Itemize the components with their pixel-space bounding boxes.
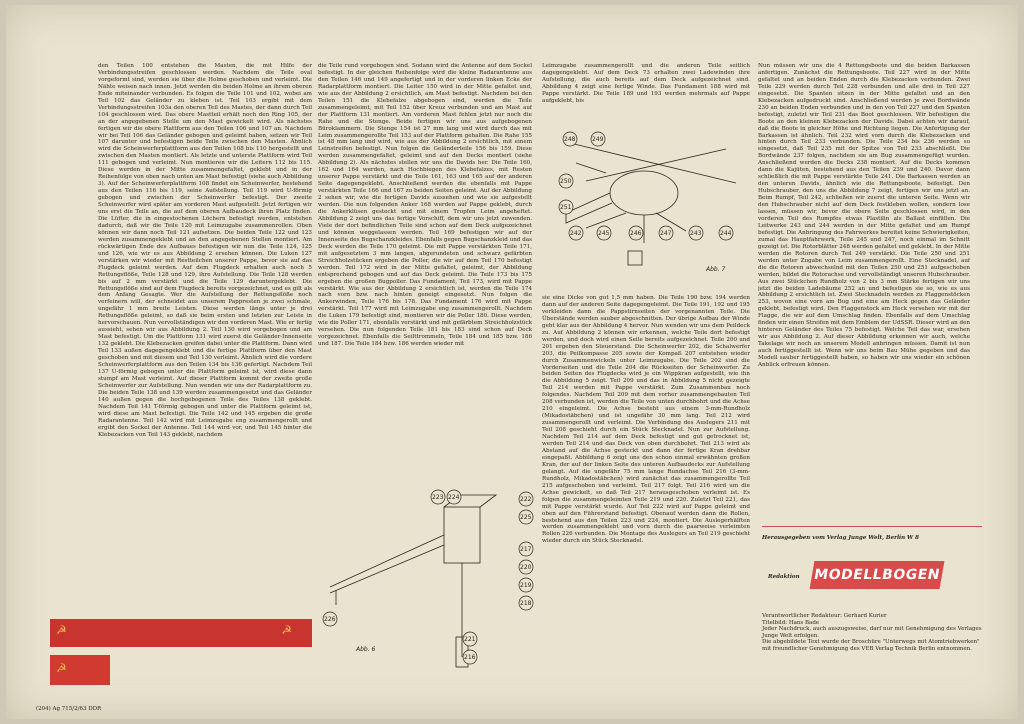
abb6-part-217: 217 (520, 546, 532, 553)
abb7-part-246: 246 (630, 230, 642, 237)
abb6-part-221: 221 (464, 636, 476, 643)
hammer-sickle-icon: ☭ (56, 623, 67, 637)
modellbogen-logo: MODELLBOGEN (810, 561, 945, 589)
abb7-part-244: 244 (720, 230, 732, 237)
abb7-part-245: 245 (598, 230, 610, 237)
page-sheet (6, 5, 1018, 719)
abb7-part-249: 249 (592, 136, 604, 143)
divider (762, 526, 982, 527)
abb7-part-251: 251 (560, 204, 572, 211)
rotor-blade (570, 143, 736, 183)
crane-cab (444, 507, 480, 563)
text-column-1: den Teilen 100 entstehen die Masten, die mit Hilfe der Verbindungsstreifen geschlossen werden. Nachdem die Teile oval vorgeformt sind, werden sie über die Holme geschoben und verleimt. Die Nähte weisen nach innen. Jetzt werden die beiden Holme an ihrem oberen Ende miteinander verbunden. Es folgen die Teile 101 und 102, wobei am Teil 102 das Geländer zu kleben ist. Teil 103 ergibt mit dem Verbindungsstreifen 103a den oberen Teil des Mastes, der dann durch Teil 104 geschlossen wird. Das obere Mastteil erhält noch den Ring 105, der an der angegebenen Stelle um den Mast gewickelt wird. Als nächstes fertigen wir die obere Plattform aus den Teilen 106 und 107 an. Nachdem wir bei Teil 106 das Geländer gebogen und geleimt haben, setzen wir Teil 107 darunter und befestigen beide Teile zwischen den Masten. Ähnlich wird die Scheinwerferplattform aus den Teilen 108 bis 110 hergestellt und zwischen den Masten montiert. Als letzte und unterste Plattform wird Teil 111 gebogen und verleimt. Nun montieren wir die Leitern 112 bis 115. Diese werden in der Mitte zusammengefaltet, geklebt und in der Reihenfolge von oben nach unten am Mast befestigt (siehe auch Abbildung 3). Auf der Scheinwerferplattform 108 findet ein Scheinwerfer, bestehend aus den Teilen 116 bis 119, seine Aufstellung. Teil 119 wird U-förmig gebogen und zwischen der Scheinwerfer befestigt. Der zweite Scheinwerfer wird später am vorderen Mast aufgestellt. Jetzt fertigen wir uns erst die Teile an, die auf dem oberen Aufbaudeck ihren Platz finden. Die Lüfter, die in eingestochenen Löchern befestigt werden, entstehen dadurch, daß wir die Teile 120 mit Leimzugabe zusammenrollen. Oben können wir dann noch Teil 121 aufsetzen. Die beiden Teile 122 und 123 werden zusammengeklebt und an den angegebenen Stellen montiert. Am rückwärtigen Ende des Aufbaues befestigen wir nun die Teile 124, 125 und 126, wie wir es aus Abbildung 2 ersehen können. Die Luken 127 verstärken wir wieder mit Restteilchen unserer Pappe, bevor sie auf das Flugdeck geleimt werden. Auf dem Flugdeck erhalten auch noch 5 Rettungsflöße, Teile 128 und 129, ihre Aufstellung. Die Teile 128 werden bis auf 2 mm verstärkt und die Teile 129 daruntergeklebt. Die Rettungsflöße sind auf dem Flugdeck bereits vorgezeichnet, und es gilt als dem Anfang Gesagte. Wer die Aufstellung der Rettungsflöße noch verfeinern will, der schneidet aus unserem Pappresten je zwei schmale, ungefähr 1 mm breite Leisten. Diese werden längs unter je drei Rettungsflöße geleimt, so daß sie beim ersten und letzten zur Leiste in hervorschauen. Nun vervollständigen wir den vorderen Mast. Wie er fertig aussieht, sehen wir aus Abbildung 2. Teil 130 wird vorgebogen und am Mast befestigt. Um die Plattform 131 wird zuerst die Geländer-Innenseite 132 geklebt. Die Klebezacken greifen dabei unter die Plattform. Dann wird Teil 133 außen dagegengeklebt und die fertige Plattform über den Mast geschoben und mit diesem und Teil 130 verleimt. Ähnlich wird die vordere Scheinwerferplattform aus den Teilen 134 bis 136 gefertigt. Nachdem Teil 137 U-förmig gebogen unter die Plattform geleimt ist, wird diese dann stumpf am Mast verleimt. Auf dieser Plattform kommt der zweite große Scheinwerfer zur Aufstellung. Nun wenden wir uns der Radarplattform zu. Die beiden Teile 138 und 139 werden zusammengesetzt und das Geländer 140 außen gegen die hochgebogenen Teile des Teiles 138 geklebt. Nachdem Teil 141 T-förmig gebogen und unter die Plattform geleimt ist, wird diese am Mast befestigt. Die Teile 142 und 145 ergeben die große Radarantenne. Teil 142 wird mit Leimzugabe eng zusammengerollt und ergibt den Sockel der Antenne. Teil 144 wird vor, und Teil 145 hinter die Klebezacken von Teil 143 geklebt, nachdem (98, 63, 312, 438)
print-code: (204) Ag 715/2/63 DDR (36, 706, 102, 712)
text-column-4: Nun müssen wir uns die 4 Rettungsboote und die beiden Barkassen anfertigen. Zunächst die Rettungsboote. Teil 227 wird in der Mitte gefaltet und an beiden Enden durch die Klebezacken verbunden. Zwei Teile 229 werden durch Teil 228 verbunden und alle drei in Teil 227 eingesetzt. Die Spanten sitzen in der Mitte gefaltet und an den Klebezacken aufgedruckt sind. Anschließend werden je zwei Bordwände 230 an beiden Enden verbunden und in den von Teil 227 und den Spanten befestigt, zuletzt wir Teil 231 das Boot geschlossen. Wir befestigen die Boote an den kleinen Klebezacken der Davids. Dabei achten wir darauf, daß die Boote in gleicher Höhe und Richtung liegen. Die Anfertigung der Barkassen ist ähnlich. Teil 232 wird vorn durch die Klebezacken und hinten durch Teil 233 verbunden. Die Teile 234 bis 236 werden so eingesetzt, daß Teil 235 mit der Spitze von Teil 233 abschließt. Die Bordwände 237 folgen, nachdem sie am Bug zusammengefügt wurden. Anschließend werden die Decks 238 montiert. Auf die Decks kommen dann die Kajüten, bestehend aus den Teilen 239 und 240. Davor dann schließlich die mit Pappe verstärkte Teile 241. Die Barkassen werden an den unteren Davids, ähnlich wie die Rettungsboote, befestigt. Den Hubschrauber, den uns die Abbildung 7 zeigt, fertigen wir uns jetzt an. Beim Rumpf, Teil 242, schließen wir zuerst die unteren Seite. Wenn wir den Hubschrauber nicht auf dem Deck festkleben wollen, sondern lose lassen, müssen wir, bevor die obere Seite geschlossen wird, in den vorderen Teil des Rumpfes etwas Plastilin als Ballast einfüllen. Die Leitwerke 243 und 244 werden in der Mitte gefaltet und am Rumpf befestigt. Die Anbringung des Fahrwerkes bereitet keine Schwierigkeiten, zumal das Hauptfahrwerk, Teile 245 und 247, noch einmal im Schnitt gezeigt ist. Die Rotorblätter 248 werden gefaltet und geklebt. In der Mitte werden die Rotoren durch Teil 249 verstärkt. Die Teile 250 und 251 werden unter Zugabe von Leim zusammengerollt. Eine Stecknadel, auf die die Rotoren abwechselnd mit den Teilen 250 und 251 aufgeschoben werden, bildet die Rotorachse und vervollständigt unseren Hubschrauber. Aus zwei Stückchen Rundholz von 2 bis 3 mm Stärke fertigen wir uns jetzt die beiden Ladebäume 252 an und befestigen sie so, wie es aus Abbildung 2 ersichtlich ist. Zwei Stecknadeln werden zu Flaggenstöcken 253, wovon eine vorn am Bug und eine am Heck gegen das Geländer geklebt, befestigt wird. Den Flaggenstock am Heck versehen wir mit der Flagge, die wir auf dem Umschlag finden. Ebenfalls auf dem Umschlag finden wir einen Streifen mit dem Emblem der UdSSR. Dieser wird an den hinteren Geländer des Teiles 75 befestigt. Welche Teil das war, ersehen wir aus Abbildung 2. Auf dieser Abbildung erkennen wir auch, welche Takelage wir noch an unserem Modell anbringen müssen. Damit ist nun auch fertiggestellt ist. Wenn wir uns beim Bau Mühe gegeben und das Modell sauber fertiggestellt haben, so haben wir uns wieder ein schönen Anblick erfreuen können. (758, 63, 970, 368)
abb7-part-250: 250 (560, 178, 572, 185)
abb6-part-219: 219 (520, 582, 532, 589)
imprint-text: Verantwortlicher Redakteur: Gerhard Kurier Titelbild: Hans Bade Jeder Nachdruck, auch auszugsweise, darf nur mit Genehmigung des Verlages Junge Welt erfolgen. Die abgebildete Text wurde der Broschüre "Unterwegs mit Atomtriebwerken" mit freundlicher Genehmigung des VEB Verlag Technik Berlin entnommen. (762, 613, 982, 652)
abb6-caption: Abb. 6 (356, 646, 376, 653)
hammer-sickle-icon: ☭ (56, 661, 67, 675)
hammer-sickle-icon: ☭ (281, 623, 292, 637)
abb7-part-242: 242 (570, 230, 582, 237)
abb6-part-218: 218 (520, 600, 532, 607)
abb7-caption: Abb. 7 (706, 266, 726, 273)
abb7-part-248: 248 (564, 136, 576, 143)
publisher-line: Herausgegeben vom Verlag Junge Welt, Berlin W 8 (762, 535, 919, 541)
abb6-part-216: 216 (464, 654, 476, 661)
abb7-part-247: 247 (660, 230, 672, 237)
abb6-part-226: 226 (324, 616, 336, 623)
ussr-flag-strip (50, 619, 312, 647)
abb7-part-243: 243 (690, 230, 702, 237)
abb6-part-222: 222 (520, 496, 532, 503)
abb6-part-225: 225 (520, 514, 532, 521)
text-column-3: sie eine Dicke von gut 1,5 mm haben. Die Teile 190 bzw. 194 werden dann auf der anderen Seite dagegengeleimt. Die Teile 191, 192 und 195 verkleiden dann die Pappstirnseiten der vorgenannten Teile. Die Überstände werden sauber abgeschnitten. Der übrige Aufbau der Winde geht klar aus der Abbildung 4 hervor. Nun wenden wir uns dem Peildeck zu. Auf Abbildung 2 können wir erkennen, welche Teile dort befestigt werden, und doch wird einen Seile bereits aufgezeichnet. Teile 200 und 201 ergeben den Steuerstand. Die Scheinwerfer 202, die Schalwerfer 203, die Peilkompasse 205 sowie der Kompaß 207 entstehen wieder durch Zusammenwickeln unter Leimzugabe. Die Teile 202 sind die Vorderseiten und die Teile 204 die Rückseiten der Scheinwerfer. Zu beiden Seiten des Flugdecks wird je ein Wippkran aufgestellt, wie ihn die Abbildung 5 zeigt. Teil 209 und das in Abbildung 5 nicht gezeigte Teil 214 werden mit Pappe verstärkt. Zum Zusammenbau noch folgendes. Nachdem Teil 209 mit dem vorher zusammengebauten Teil 208 verbunden ist, werden die Teile von unten durchbohrt und die Achse 210 eingeleimt. Die Achse besteht aus einem 3-mm-Rundholz (Mikadostäbchen) und ist ungefähr 30 mm lang. Teil 212 wird zusammengerollt und verleimt. Die Verbindung des Auslegers 211 mit Teil 208 geschieht durch ein Stück Stecknadel. Nun zur Aufstellung. Nachdem Teil 214 auf dem Deck befestigt und gut getrocknet ist, werden Teil 214 und das Deck von oben durchbohrt. Teil 213 wird als Abstand auf die Achse gesteckt und dann der fertige Kran drehbar eingepaßt. Abbildung 6 zeigt uns den schon einmal erwähnten großen Kran, der auf der linken Seite des unteren Aufbaudecks zur Aufstellung gelangt. Auf die ungefähr 75 mm lange Rundachse Teil 216 (3-mm-Rundholz, Mikadostäbchen) wird zunächst das zusammengerollte Teil 215 aufgeschoben und verleimt. Teil 217 folgt. Teil 216 wird um die Achse gewickelt, so daß Teil 217 herausgeschoben verleimt ist. Es folgen die zusammengeleimten Teile 219 und 220. Zuletzt Teil 221, das mit Pappe verstärkt wurde. Auf Teil 222 wird auf Pappe geleimt und oben auf den Führerstand befestigt. Obenauf werden dann die Rollen, bestehend aus den Teilen 223 und 224, montiert. Die Auslegerhälften werden zusammengeklebt und vorn durch die paarweise verleimten Rollen 226 verbunden. Die Montage des Auslegers an Teil 219 geschieht wieder durch ein Stück Stecknadel. (542, 295, 750, 545)
redaktion-label: Redaktion (768, 574, 800, 580)
abb6-part-224: 224 (448, 494, 460, 501)
figure-abb7-helicopter (546, 123, 752, 291)
text-column-3-top: Leimzugabe zusammengerollt und die anderen Teile seitlich dagegengeklebt. Auf dem Deck 73 erhalten zwei Ladewinden ihre Aufstellung, die auch bereits auf dem Deck aufgezeichnet sind. Abbildung 4 zeigt eine fertige Winde. Das Fundament 188 wird mit Pappe verstärkt. Die Teile 189 und 193 werden mehrmals auf Pappe aufgeklebt, bis (542, 63, 750, 104)
rotor-blade (586, 149, 726, 181)
text-column-2: die Teile rund vorgebogen sind. Sodann wird die Antenne auf dem Sockel befestigt. In der gleichen Reihenfolge wird die kleine Radarantenne aus den Teilen 146 und 149 angefertigt und in der vorderen linken Ecke der Radarplattform montiert. Die Leiter 150 wird in der Mitte gefaltet und, wie aus der Abbildung 2 ersichtlich, am Mast befestigt. Nachdem bei den Teilen 151 die Klebefalze abgebogen sind, werden die Teile zusammengeleimt, mit Teil 152 über Kreuz verbunden und am Mast auf der Plattform 131 montiert. Am vorderen Mast fehlen jetzt nur noch die Rahe und die Stenge. Beide fertigen wir uns aus aufgebogenen Büroklammern. Die Stenge 154 ist 27 mm lang und wird durch das mit Leim zusammengerollte Teil 153 auf der Plattform gehalten. Die Rahe 155 ist 48 mm lang und wird, wie aus der Abbildung 2 ersichtlich, mit einem Leinstreifen befestigt. Nun folgen die Geländerteile 156 bis 159. Diese werden zusammengefaltet, geleimt und auf den Decks montiert (siehe Abbildung 2). Als nächstes stellen wir uns die Davids her. Die Teile 160, 162 und 164 werden, nach Hochbiegen des Klebefalzes, mit Resten unserer Pappe verstärkt und die Teile 161, 163 und 165 auf der anderen Seite dagegengeklebt. Anschließend werden die ebenfalls mit Pappe verstärkten Teile 166 und 167 zu beiden Seiten geleimt. Auf der Abbildung 2 sehen wir, wie die fertigen Davids aussehen und wie sie aufgestellt werden. Die nun folgenden Anker 168 werden auf Pappe geklebt, durch die Ankerklüsen gesteckt und mit einem Tropfen Leim angeheftet. Abbildung 2 zeigt uns das fertige Vorschiff, dem wir uns jetzt zuwenden. Viele der dort befindlichen Teile sind schon auf dem Deck aufgezeichnet und können weggelassen werden. Teil 169 befestigen wir auf der Innenseite des Bugschanzkleides. Ebenfalls gegen Bugschanzkleid und das Deck werden die Teile 170 geleimt. Die mit Pappe verstärkten Teile 171, mit aufgesetztem 3 mm langen, abgerundeten und schwarz gefärbten Streichholzstücken ergeben die Poller, die wir auf dem Teil 170 befestigt werden. Teil 172 wird in der Mitte gefaltet, geleimt, der Abbildung entsprechend gebogen und auf das Deck geleimt. Die Teile 173 bis 175 ergeben die großen Bugpoller. Das Fundament, Teil 173, wird mit Pappe verstärkt. Wie aus der Abbildung 2 ersichtlich ist, werden die Teile 174 nach vorn bzw. nach hinten geneigt eingesetzt. Nun folgen die Ankerwinden, Teile 176 bis 178. Das Fundament 176 wird mit Pappe verstärkt. Teil 177 wird mit Leimzugabe eng zusammengerollt. Nachdem die Luken 179 befestigt sind, montieren wir die Poller 180. Diese werden, wie die Poller 171, ebenfalls verstärkt und mit gefärbtem Streichholzstück versehen. Die nun folgenden Teile 181 bis 183 sind schon auf Deck vorgezeichnet. Ebenfalls die Seilttrommeln, Teile 184 und 185 bzw. 186 und 187. Die Teile 184 bzw. 186 werden wieder mit (318, 63, 532, 348)
helicopter-body (610, 171, 678, 215)
abb6-part-220: 220 (520, 564, 532, 571)
flag-swatch (50, 655, 110, 685)
abb6-part-223: 223 (432, 494, 444, 501)
crane-boom (330, 535, 444, 587)
figure-abb6-crane (320, 487, 540, 687)
